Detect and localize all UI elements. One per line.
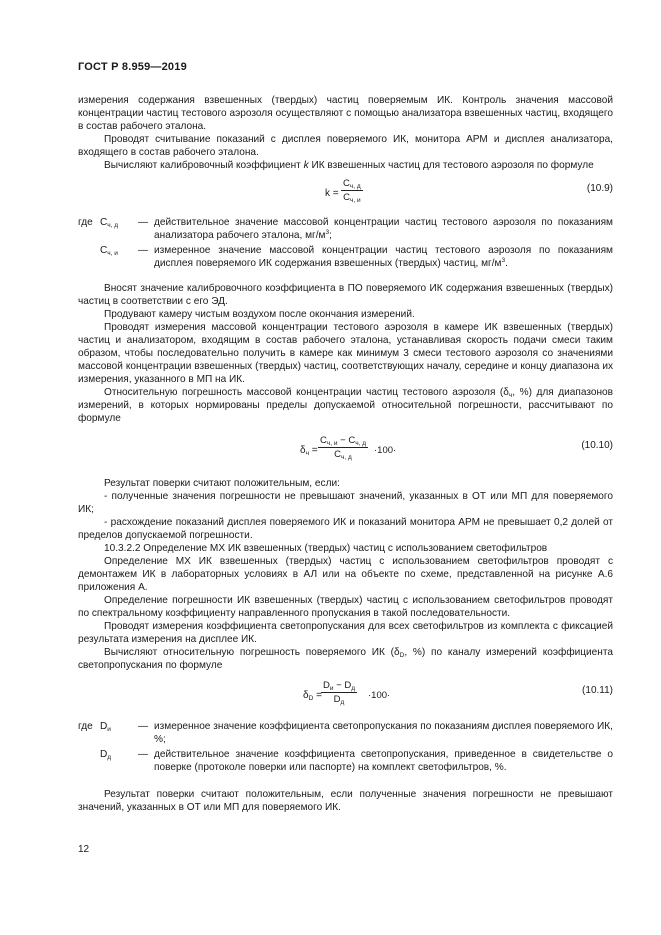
paragraph: Проводят измерения коэффициента светопропускания для всех светофильтров из комплекта с фиксацией результата измерения на дисплее ИК. xyxy=(78,621,613,645)
fraction-numerator: $D_и - D_д$ xyxy=(323,680,355,692)
paragraph-continuation: измерения содержания взвешенных (твердых) частиц поверяемым ИК. Контроль значения массовой концентрации частиц тестового аэрозоля осуществляют с помощью анализатора взвешенных частиц, входящего в состав рабочего эталона. xyxy=(78,95,613,132)
symbol: $D_и$ xyxy=(100,721,111,733)
where-item: где $C_{ч, д}$ — действительное значение массовой концентрации частиц тестового аэрозоля по показаниям анализатора рабочего эталона, $мг/м^3$; xyxy=(78,217,613,241)
where-item: $C_{ч, и}$ — измеренное значение массовой концентрации частиц тестового аэрозоля по показаниям дисплея поверяемого ИК содержания взвешенных (твердых) частиц, $мг/м^3$. xyxy=(100,245,613,269)
where-word: где xyxy=(78,217,93,228)
paragraph-conclusion: Результат поверки считают положительным, если полученные значения погрешности не превышают значений, указанных в ОТ или МП для поверяемого ИК. xyxy=(78,789,613,813)
formula-number: (10.11) xyxy=(582,685,613,696)
document-body xyxy=(78,94,613,814)
paragraph: Вносят значение калибровочного коэффициента в ПО поверяемого ИК содержания взвешенных (твердых) частиц в соответствии с его ЭД. xyxy=(78,283,613,307)
where-item: $D_д$ — действительное значение коэффициента светопропускания, приведенное в свидетельстве о поверке (протоколе поверки или паспорте) на комплект светофильтров, %. xyxy=(100,749,613,773)
where-word: где xyxy=(78,721,93,732)
paragraph: Результат поверки считают положительным, если: xyxy=(104,478,340,489)
formula-10-10 xyxy=(78,435,613,469)
formula-lhs: $\delta_D$ = xyxy=(303,690,322,702)
formula-fraction xyxy=(321,680,357,705)
formula-lhs: k = xyxy=(325,188,339,199)
formula-lhs: $\delta_ч$ = xyxy=(300,445,318,457)
symbol-description: действительное значение массовой концентрации частиц тестового аэрозоля по показаниям анализатора рабочего эталона, $мг/м^3$; xyxy=(154,217,613,241)
standard-header: ГОСТ Р 8.959—2019 xyxy=(78,61,187,73)
list-item: - расхождение показаний дисплея поверяемого ИК и показаний монитора АРМ не превышает 0,2 долей от пределов допускаемой погрешности. xyxy=(78,517,613,541)
fraction-denominator: $C_{ч, и}$ xyxy=(343,192,361,204)
symbol-description: измеренное значение массовой концентрации частиц тестового аэрозоля по показаниям дисплея поверяемого ИК содержания взвешенных (твердых) частиц, $мг/м^3$. xyxy=(154,245,613,269)
symbol-description: действительное значение коэффициента светопропускания, приведенное в свидетельстве о поверке (протоколе поверки или паспорте) на комплект светофильтров, %. xyxy=(154,749,613,773)
formula-multiplier: ·100· xyxy=(368,690,391,701)
symbol: $C_{ч, и}$ xyxy=(100,245,118,257)
symbol: $D_д$ xyxy=(100,749,112,761)
paragraph: Вычисляют относительную погрешность поверяемого ИК ($\delta_D$, %) по каналу измерений коэффициента светопропускания по формуле xyxy=(78,647,613,671)
fraction-numerator: $C_{ч, д}$ xyxy=(343,178,361,190)
symbol: $C_{ч, д}$ xyxy=(100,217,119,229)
section-heading: 10.3.2.2 Определение МХ ИК взвешенных (твердых) частиц с использованием светофильтров xyxy=(104,543,548,554)
formula-number: (10.10) xyxy=(581,440,613,451)
paragraph: Проводят измерения массовой концентрации тестового аэрозоля в камере ИК взвешенных (твердых) частиц и анализатором, входящим в состав рабочего эталона, устанавливая скорость подачи смеси таким образом, чтобы последовательно получить в камере как минимум 3 смеси тестового аэрозоля со значениями массовой концентрации взвешенных (твердых) частиц, соответствующих началу, середине и концу диапазона их измерения, указанного в МП на ИК. xyxy=(78,322,613,385)
fraction-numerator: $C_{ч, и} - C_{ч, д}$ xyxy=(320,435,366,447)
formula-multiplier: ·100· xyxy=(374,445,397,456)
fraction-denominator: $C_{ч, д}$ xyxy=(334,449,352,461)
formula-10-9 xyxy=(78,178,613,212)
symbol-description: измеренное значение коэффициента светопропускания по показаниям дисплея поверяемого ИК, %; xyxy=(154,721,613,745)
page-number: 12 xyxy=(78,844,90,855)
paragraph-readings: Проводят считывание показаний с дисплея поверяемого ИК, монитора АРМ и дисплея анализатора, входящего в состав рабочего эталона. xyxy=(78,134,613,158)
formula-number: (10.9) xyxy=(586,183,613,194)
formula-fraction xyxy=(318,435,368,460)
paragraph: Определение погрешности ИК взвешенных (твердых) частиц с использованием светофильтров проводят по спектральному коэффициенту направленного пропускания в такой последовательности. xyxy=(78,595,613,619)
formula-10-11 xyxy=(78,680,613,714)
where-item: где $D_и$ — измеренное значение коэффициента светопропускания по показаниям дисплея поверяемого ИК, %; xyxy=(78,721,613,745)
paragraph: Продувают камеру чистым воздухом после окончания измерений. xyxy=(104,309,415,320)
fraction-denominator: $D_д$ xyxy=(333,694,345,706)
formula-fraction xyxy=(341,178,363,203)
paragraph: Относительную погрешность массовой концентрации частиц тестового аэрозоля ($\delta_ч$, %) для диапазонов измерений, в которых нормированы пределы допускаемой относительной погрешности, рассчитывают по формуле xyxy=(78,387,613,424)
list-item: - полученные значения погрешности не превышают значений, указанных в ОТ или МП для поверяемого ИК; xyxy=(78,491,613,515)
paragraph-calibration-coefficient: Вычисляют калибровочный коэффициент k ИК взвешенных частиц для тестового аэрозоля по формуле xyxy=(104,160,594,171)
paragraph: Определение МХ ИК взвешенных (твердых) частиц с использованием светофильтров проводят с демонтажем ИК в лабораторных условиях в АЛ или на объекте по схеме, представленной на рисунке А.6 приложения А. xyxy=(78,556,613,593)
